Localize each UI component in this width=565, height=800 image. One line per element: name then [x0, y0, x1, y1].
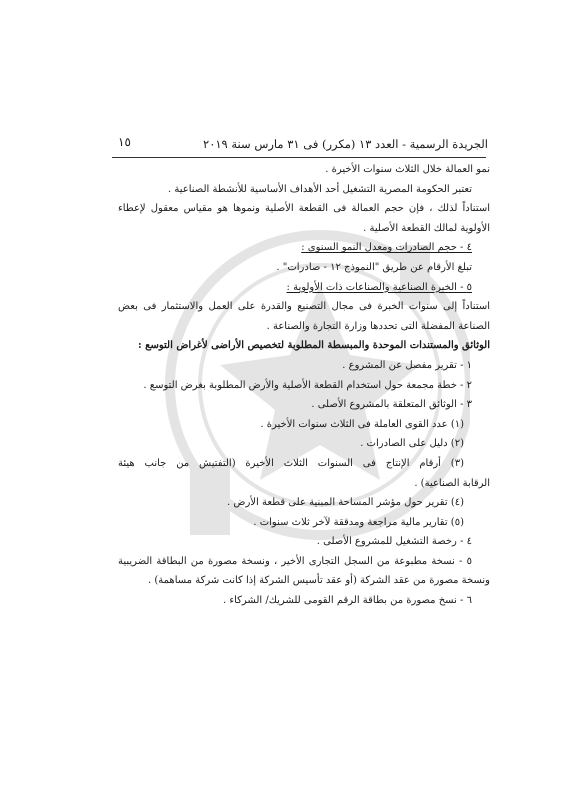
section-heading: الوثائق والمستندات الموحدة والمبسطة المطلوبة لتخصيص الأراضى لأغراض التوسع :	[137, 340, 490, 352]
document-body	[118, 160, 490, 611]
gazette-header	[108, 133, 488, 155]
text-line: استناداً لذلك ، فإن حجم العمالة فى القطعة الأصلية ونموها هو مقياس معقول لإعطاء	[118, 203, 490, 215]
text-line: تعتبر الحكومة المصرية التشغيل أحد الأهداف الأساسية للأنشطة الصناعية .	[168, 183, 472, 195]
list-item: ٣ - الوثائق المتعلقة بالمشروع الأصلى .	[311, 399, 472, 411]
header-divider	[112, 157, 486, 158]
sub-list-item: (٤) تقرير حول مؤشر المساحة المبنية على قطعة الأرض .	[227, 497, 464, 509]
list-item: ٢ - خطة مجمعة حول استخدام القطعة الأصلية والأرض المطلوبة بغرض التوسع .	[143, 379, 472, 391]
list-item: ١ - تقرير مفصل عن المشروع .	[342, 359, 472, 371]
text-line: ونسخة مصورة من عقد الشركة (أو عقد تأسيس الشركة إذا كانت شركة مساهمة) .	[148, 575, 490, 587]
sub-list-item: (٣) أرقام الإنتاج فى السنوات الثلاث الأخيرة (التفتيش من جانب هيئة	[118, 457, 464, 469]
sub-list-item: (٥) تقارير مالية مراجعة ومدققة لآخر ثلاث سنوات .	[253, 516, 464, 528]
section-heading: ٥ - الخبرة الصناعية والصناعات ذات الأولوية :	[286, 281, 472, 293]
list-item: ٦ - نسخ مصورة من بطاقة الرقم القومى للشريك/ الشركاء .	[223, 595, 472, 607]
list-item: ٥ - نسخة مطبوعة من السجل التجارى الأخير ، ونسخة مصورة من البطاقة الضريبية	[118, 555, 472, 567]
text-line: نمو العمالة خلال الثلاث سنوات الأخيرة .	[325, 164, 490, 175]
gazette-header-title: الجريدة الرسمية - العدد ١٣ (مكرر) فى ٣١ مارس سنة ٢٠١٩	[203, 137, 488, 151]
sub-list-item: (١) عدد القوى العاملة فى الثلاث سنوات الأخيرة .	[260, 418, 464, 430]
sub-list-item: (٢) دليل على الصادرات .	[360, 438, 464, 450]
text-line: استناداً إلى سنوات الخبرة فى مجال التصنيع والقدرة على العمل والاستثمار فى بعض	[118, 301, 490, 313]
page-number: ١٥	[118, 135, 131, 149]
text-line: الصناعة المفضلة التى تحددها وزارة التجارة والصناعة .	[266, 320, 490, 332]
text-line: تبلغ الأرقام عن طريق "النموذج ١٢ - صادرات" .	[276, 261, 472, 273]
section-heading: ٤ - حجم الصادرات ومعدل النمو السنوى :	[301, 242, 472, 254]
list-item: ٤ - رخصة التشغيل للمشروع الأصلى .	[316, 536, 472, 548]
text-line: الأولوية لمالك القطعة الأصلية .	[363, 222, 490, 234]
text-line: الرقابة الصناعية) .	[414, 477, 490, 489]
